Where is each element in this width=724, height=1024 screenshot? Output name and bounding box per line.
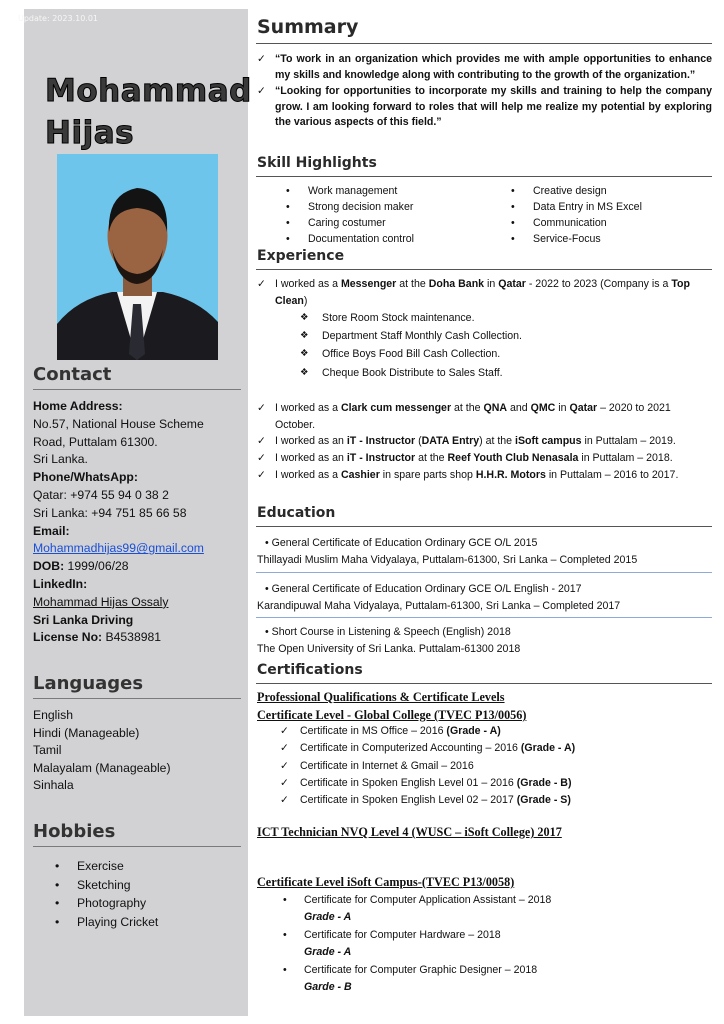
check-icon: ✓ (280, 759, 289, 772)
skill-item: • Creative design (511, 184, 642, 200)
phone-qatar: Qatar: +974 55 94 0 38 2 (33, 487, 169, 502)
text: I worked as an (275, 435, 347, 447)
check-icon: ✓ (280, 742, 289, 755)
languages-list (33, 707, 171, 795)
check-icon: ✓ (257, 53, 266, 65)
education-divider (256, 526, 712, 527)
education-detail: The Open University of Sri Lanka. Puttalam-61300 2018 (257, 643, 521, 655)
job-role: iT - Instructor (346, 452, 416, 464)
certificate-grade: (Grade - S) (516, 794, 571, 807)
certificate-grade: (Grade - A) (446, 725, 501, 737)
skills-divider (256, 176, 712, 177)
check-icon: ✓ (257, 435, 266, 447)
linkedin-label: LinkedIn: (33, 576, 88, 591)
profile-photo (57, 154, 218, 360)
skills-left-list (286, 184, 414, 248)
certificate-item (280, 723, 575, 740)
education-separator (256, 617, 712, 618)
check-icon: ✓ (257, 85, 266, 98)
education-heading: Education (257, 505, 336, 521)
check-icon: ✓ (257, 452, 266, 464)
isoft-certificates-list (283, 892, 551, 996)
job-role: Cashier (340, 469, 380, 481)
text: - 2022 to 2023 (Company is a (525, 278, 672, 290)
professional-qualifications-heading: Professional Qualifications & Certificate Levels (257, 690, 505, 704)
summary-heading: Summary (257, 16, 359, 38)
education-title: • General Certificate of Education Ordinary GCE O/L 2015 (265, 537, 538, 549)
person-name (45, 70, 252, 154)
job-company: Doha Bank (428, 278, 485, 290)
check-icon: ✓ (257, 469, 266, 481)
summary-item (257, 84, 712, 131)
languages-heading: Languages (33, 673, 144, 694)
first-name: Mohammad (45, 73, 252, 109)
ict-technician-heading: ICT Technician NVQ Level 4 (WUSC – iSoft College) 2017 (257, 825, 562, 839)
isoft-campus-heading: Certificate Level iSoft Campus-(TVEC P13/0058) (257, 875, 515, 889)
text: ) at the (479, 435, 516, 447)
hobby-item: • Exercise (55, 857, 158, 876)
text: I worked as a (275, 469, 341, 481)
job-role: Clark cum messenger (340, 402, 452, 414)
skill-item: • Caring costumer (286, 216, 414, 232)
education-item (257, 535, 712, 569)
dob-value: 1999/06/28 (67, 559, 129, 574)
license-title: Sri Lanka Driving (33, 612, 134, 627)
linkedin-link[interactable]: Mohammad Hijas Ossaly (33, 594, 169, 609)
address-label: Home Address: (33, 399, 123, 413)
address-line: Sri Lanka. (33, 452, 88, 467)
duty-item: ❖ Store Room Stock maintenance. (300, 309, 522, 327)
check-icon: ✓ (257, 402, 266, 414)
job-company: iSoft campus (515, 435, 582, 447)
certificate-text: • Certificate for Computer Hardware – 2018 (304, 928, 501, 941)
phone-srilanka: Sri Lanka: +94 751 85 66 58 (33, 505, 187, 520)
text: I worked as a (275, 278, 341, 290)
text: at the (396, 278, 429, 290)
job-place: Qatar (498, 278, 526, 290)
summary-item (257, 52, 712, 83)
certificate-item (283, 892, 551, 927)
duty-item: ❖ Office Boys Food Bill Cash Collection. (300, 345, 522, 363)
language-item: Sinhala (33, 778, 74, 793)
global-college-heading: Certificate Level - Global College (TVEC P13/0056) (257, 708, 527, 722)
text: in Puttalam – 2019. (581, 435, 676, 447)
job-duties-list (300, 309, 522, 382)
language-item: Hindi (Manageable) (33, 725, 140, 740)
job-role: DATA Entry (421, 435, 480, 447)
experience-heading: Experience (257, 248, 345, 264)
text: ) (303, 294, 308, 307)
language-item: English (33, 708, 73, 722)
education-detail: Karandipuwal Maha Vidyalaya, Puttalam-61300, Sri Lanka – Completed 2017 (257, 600, 621, 612)
text: in Puttalam – 2018. (578, 452, 673, 464)
check-icon: ✓ (280, 794, 289, 807)
certificate-item (280, 775, 575, 792)
education-title: • Short Course in Listening & Speech (English) 2018 (265, 626, 511, 638)
text: – 2020 to 2021 October. (275, 402, 671, 431)
email-link[interactable]: Mohammadhijas99@gmail.com (33, 541, 204, 556)
check-icon: ✓ (280, 725, 289, 737)
text: at the (415, 452, 448, 464)
certificate-item (280, 792, 575, 809)
last-name: Hijas (45, 115, 135, 151)
education-title: • General Certificate of Education Ordinary GCE O/L English - 2017 (265, 583, 582, 595)
experience-job-3 (257, 433, 712, 450)
certificate-text: Certificate in MS Office – 2016 (300, 725, 447, 737)
certificate-grade: (Grade - A) (520, 742, 576, 755)
job-role: Messenger (340, 278, 397, 290)
experience-job-4 (257, 450, 712, 467)
job-agency: Top Clean (275, 278, 690, 307)
experience-job-1 (257, 276, 712, 309)
certifications-heading: Certifications (257, 662, 363, 678)
hobbies-list (55, 857, 158, 931)
text: and (507, 402, 531, 414)
address-line: Road, Puttalam 61300. (33, 434, 158, 449)
certifications-divider (256, 683, 712, 684)
language-item: Tamil (33, 743, 62, 758)
skill-item: • Strong decision maker (286, 200, 414, 216)
hobby-item: • Sketching (55, 876, 158, 895)
certificate-item (280, 740, 575, 757)
skills-heading: Skill Highlights (257, 155, 377, 171)
experience-divider (256, 269, 712, 270)
certificate-grade: (Grade - B) (516, 776, 572, 789)
contact-details (33, 398, 245, 647)
education-item (257, 581, 712, 615)
hobbies-divider (33, 846, 241, 847)
summary-text: “Looking for opportunities to incorporate my skills and training to help the company grow. I am looking forward to roles that will help me realize my potential by exploring the various aspects of this field.” (275, 85, 712, 129)
certificate-text: Certificate in Internet & Gmail – 2016 (300, 759, 474, 772)
summary-list (257, 52, 712, 132)
skill-item: • Service-Focus (511, 232, 642, 248)
text: in (555, 402, 570, 414)
text: in spare parts shop (379, 469, 476, 481)
certificate-text: Certificate in Spoken English Level 02 – 2017 (300, 794, 517, 807)
job-company: QMC (530, 402, 556, 414)
certificate-item (283, 962, 551, 997)
global-certificates-list (280, 723, 575, 809)
text: I worked as a (275, 402, 341, 414)
text: ( (415, 435, 422, 447)
experience-job-5 (257, 467, 712, 484)
address-line: No.57, National House Scheme (33, 416, 204, 431)
certificate-grade: Grade - A (304, 946, 352, 959)
certificate-item (280, 758, 575, 775)
skill-item: • Communication (511, 216, 642, 232)
education-separator (256, 572, 712, 573)
contact-divider (33, 389, 241, 390)
experience-job-2 (257, 400, 712, 433)
job-company: H.H.R. Motors (475, 469, 546, 481)
skill-item: • Data Entry in MS Excel (511, 200, 642, 216)
languages-divider (33, 698, 241, 699)
job-company: Reef Youth Club Nenasala (447, 452, 579, 464)
hobby-item: • Photography (55, 894, 158, 913)
certificate-grade: Grade - A (304, 911, 352, 924)
job-company: QNA (483, 402, 508, 414)
skill-item: • Documentation control (286, 232, 414, 248)
hobby-item: • Playing Cricket (55, 913, 158, 932)
job-role: iT - Instructor (346, 435, 416, 447)
license-label: License No: (33, 630, 103, 645)
phone-label: Phone/WhatsApp: (33, 470, 138, 485)
text: in Puttalam – 2016 to 2017. (545, 469, 679, 481)
skills-right-list (511, 184, 642, 248)
summary-divider (256, 43, 712, 44)
certificate-item (283, 927, 551, 962)
job-place: Qatar (569, 402, 598, 414)
language-item: Malayalam (Manageable) (33, 760, 171, 775)
certificate-grade: Garde - B (304, 981, 352, 994)
dob-label: DOB: (33, 559, 65, 574)
check-icon: ✓ (280, 776, 289, 789)
certificate-text: • Certificate for Computer Application Assistant – 2018 (304, 894, 552, 906)
email-label: Email: (33, 523, 70, 538)
license-number: B4538981 (105, 630, 162, 645)
contact-heading: Contact (33, 364, 112, 385)
certificate-text: • Certificate for Computer Graphic Designer – 2018 (304, 963, 538, 976)
education-item (257, 624, 712, 658)
text: in (484, 278, 499, 290)
update-date: Update: 2023.10.01 (18, 14, 99, 23)
skill-item: • Work management (286, 184, 414, 200)
certificate-text: Certificate in Computerized Accounting – 2016 (300, 742, 521, 755)
hobbies-heading: Hobbies (33, 821, 116, 842)
text: I worked as an (275, 452, 347, 464)
check-icon: ✓ (257, 278, 266, 290)
text: at the (451, 402, 484, 414)
education-detail: Thillayadi Muslim Maha Vidyalaya, Puttalam-61300, Sri Lanka – Completed 2015 (257, 554, 638, 566)
certificate-text: Certificate in Spoken English Level 01 – 2016 (300, 776, 517, 789)
duty-item: ❖ Department Staff Monthly Cash Collection. (300, 327, 522, 345)
duty-item: ❖ Cheque Book Distribute to Sales Staff. (300, 364, 522, 382)
summary-text: “To work in an organization which provides me with ample opportunities to enhance my skills and knowledge along with contributing to the growth of the organization.” (275, 53, 712, 81)
